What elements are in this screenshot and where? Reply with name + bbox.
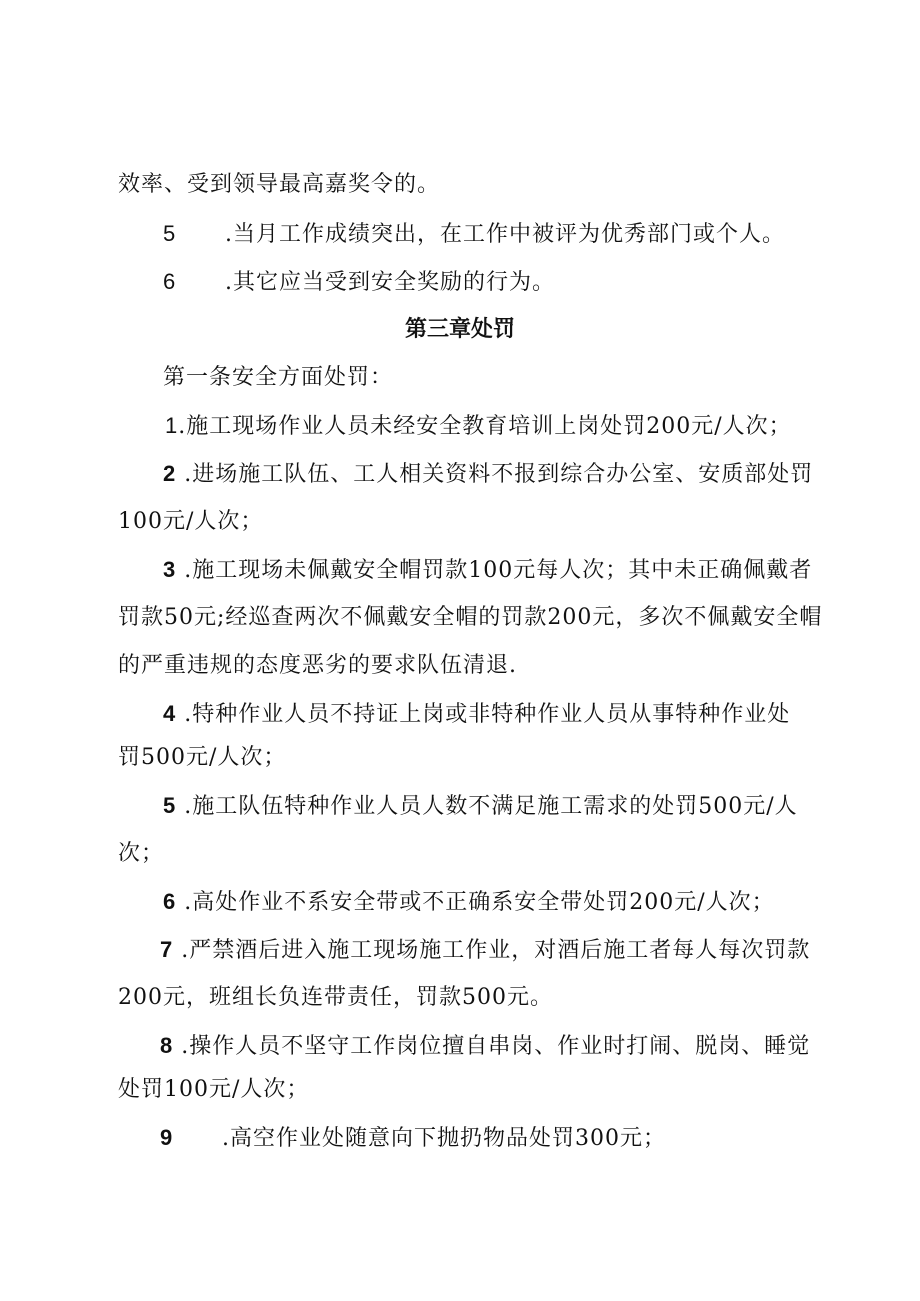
- reward-item-6: [163, 267, 555, 298]
- penalty-item-9-number: 9: [160, 1125, 174, 1150]
- penalty-item-4-line-1: .特种作业人员不持证上岗或非特种作业人员从事特种作业处: [176, 702, 791, 727]
- reward-item-6-number: 6: [163, 269, 177, 294]
- penalty-item-1-number: 1: [165, 413, 179, 438]
- penalty-item-3-line-2: 罚款50元;经巡查两次不佩戴安全帽的罚款200元，多次不佩戴安全帽: [118, 605, 823, 630]
- penalty-item-5-line-2: 次；: [118, 841, 165, 866]
- penalty-item-8-line-2: 处罚100元/人次；: [118, 1077, 310, 1102]
- penalty-item-9-line-1: .高空作业处随意向下抛扔物品处罚300元；: [222, 1126, 666, 1151]
- penalty-item-7-line-2: 200元，班组长负连带责任，罚款500元。: [118, 985, 553, 1010]
- reward-item-6-text: .其它应当受到安全奖励的行为。: [225, 270, 555, 295]
- article-title: 第一条安全方面处罚：: [163, 365, 394, 390]
- penalty-item-4-number: 4: [163, 701, 177, 726]
- penalty-item-8-line-1: .操作人员不坚守工作岗位擅自串岗、作业时打闹、脱岗、睡觉: [173, 1034, 811, 1059]
- penalty-item-4-line-2: 罚500元/人次；: [118, 745, 287, 770]
- penalty-item-3: [163, 555, 812, 586]
- penalty-item-7: [160, 935, 810, 966]
- penalty-item-1-line-1: .施工现场作业人员未经安全教育培训上岗处罚200元/人次；: [178, 414, 792, 439]
- penalty-item-5-line-1: .施工队伍特种作业人员人数不满足施工需求的处罚500元/人: [176, 794, 798, 819]
- penalty-item-9: [160, 1123, 666, 1154]
- reward-item-5-number: 5: [163, 221, 177, 246]
- penalty-item-6-number: 6: [163, 889, 177, 914]
- reward-item-5-text: .当月工作成绩突出，在工作中被评为优秀部门或个人。: [225, 222, 785, 247]
- chapter-title: 第三章处罚: [404, 317, 515, 342]
- continuation-line: 效率、受到领导最高嘉奖令的。: [118, 172, 441, 197]
- penalty-item-2: [163, 459, 813, 490]
- penalty-item-8-number: 8: [160, 1033, 174, 1058]
- penalty-item-3-number: 3: [163, 557, 177, 582]
- penalty-item-5-number: 5: [163, 793, 177, 818]
- penalty-item-7-line-1: .严禁酒后进入施工现场施工作业，对酒后施工者每人每次罚款: [173, 938, 811, 963]
- penalty-item-5: [163, 791, 798, 822]
- penalty-item-3-line-1: .施工现场未佩戴安全帽罚款100元每人次；其中未正确佩戴者: [176, 558, 813, 583]
- penalty-item-2-line-1: .进场施工队伍、工人相关资料不报到综合办公室、安质部处罚: [176, 462, 814, 487]
- penalty-item-1: [165, 411, 792, 442]
- penalty-item-2-line-2: 100元/人次；: [118, 509, 264, 534]
- penalty-item-6: [163, 887, 775, 918]
- penalty-item-8: [160, 1031, 810, 1062]
- penalty-item-4: [163, 699, 790, 730]
- penalty-item-3-line-3: 的严重违规的态度恶劣的要求队伍清退.: [118, 653, 517, 678]
- reward-item-5: [163, 219, 785, 250]
- penalty-item-7-number: 7: [160, 937, 174, 962]
- penalty-item-2-number: 2: [163, 461, 177, 486]
- penalty-item-6-line-1: .高处作业不系安全带或不正确系安全带处罚200元/人次；: [176, 890, 775, 915]
